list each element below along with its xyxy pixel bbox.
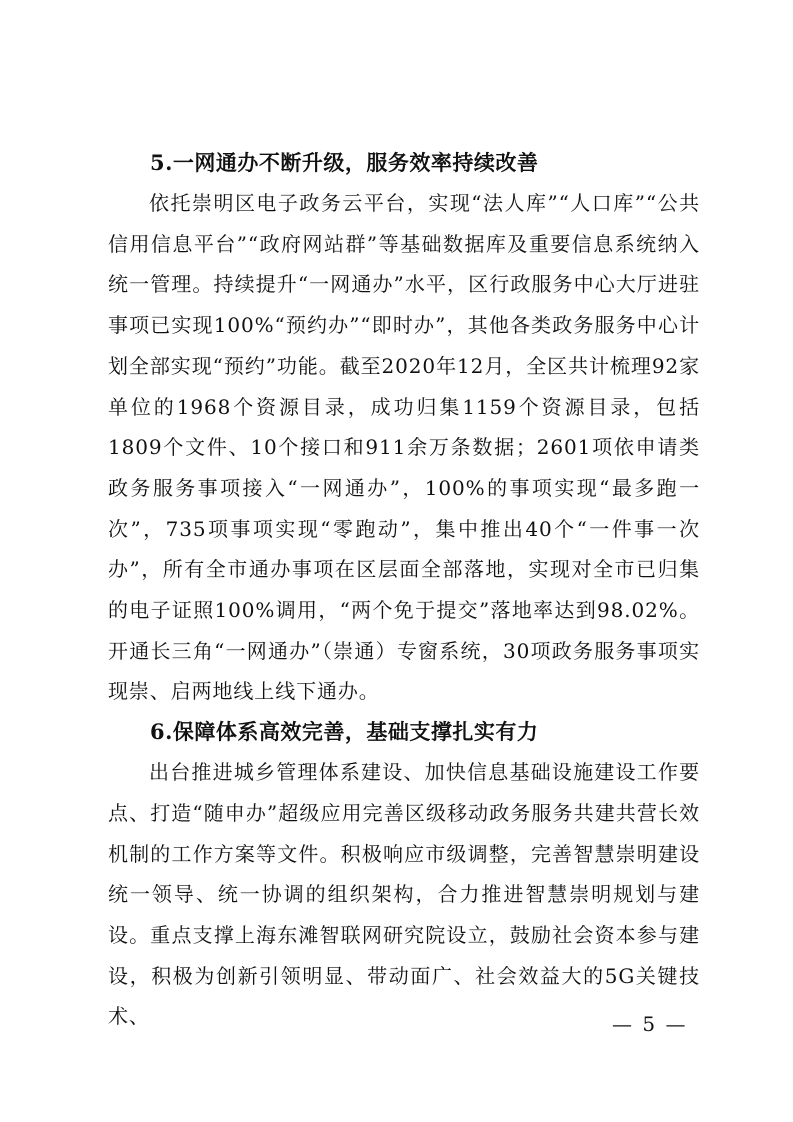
page-number: — 5 — bbox=[612, 1012, 688, 1036]
section-5-paragraph: 依托崇明区电子政务云平台，实现“法人库”“人口库”“公共信用信息平台”“政府网站群”等基础数据库及重要信息系统纳入统一管理。持续提升“一网通办”水平，区行政服务中心大厅进驻事项已实现100%“预约办”“即时办”，其他各类政务服务中心计划全部实现“预约”功能。截至2020年12月，全区共计梳理92家单位的1968个资源目录，成功归集1159个资源目录，包括1809个文件、10个接口和911余万条数据；2601项依申请类政务服务事项接入“一网通办”，100%的事项实现“最多跑一次”，735项事项实现“零跑动”，集中推出40个“一件事一次办”，所有全市通办事项在区层面全部落地，实现对全市已归集的电子证照100%调用，“两个免于提交”落地率达到98.02%。开通长三角“一网通办”（崇通）专窗系统，30项政务服务事项实现崇、启两地线上线下通办。 bbox=[108, 191, 700, 704]
section-6-heading: 6.保障体系高效完善，基础支撑扎实有力 bbox=[150, 719, 539, 745]
section-5-heading: 5.一网通办不断升级，服务效率持续改善 bbox=[150, 150, 539, 175]
section-6-paragraph: 出台推进城乡管理体系建设、加快信息基础设施建设工作要点、打造“随申办”超级应用完善区级移动政务服务共建共营长效机制的工作方案等文件。积极响应市级调整，完善智慧崇明建设统一领导、统一协调的组织架构，合力推进智慧崇明规划与建设。重点支撑上海东滩智联网研究院设立，鼓励社会资本参与建设，积极为创新引领明显、带动面广、社会效益大的5G关键技术、 bbox=[108, 760, 700, 1029]
document-body bbox=[108, 143, 700, 1037]
